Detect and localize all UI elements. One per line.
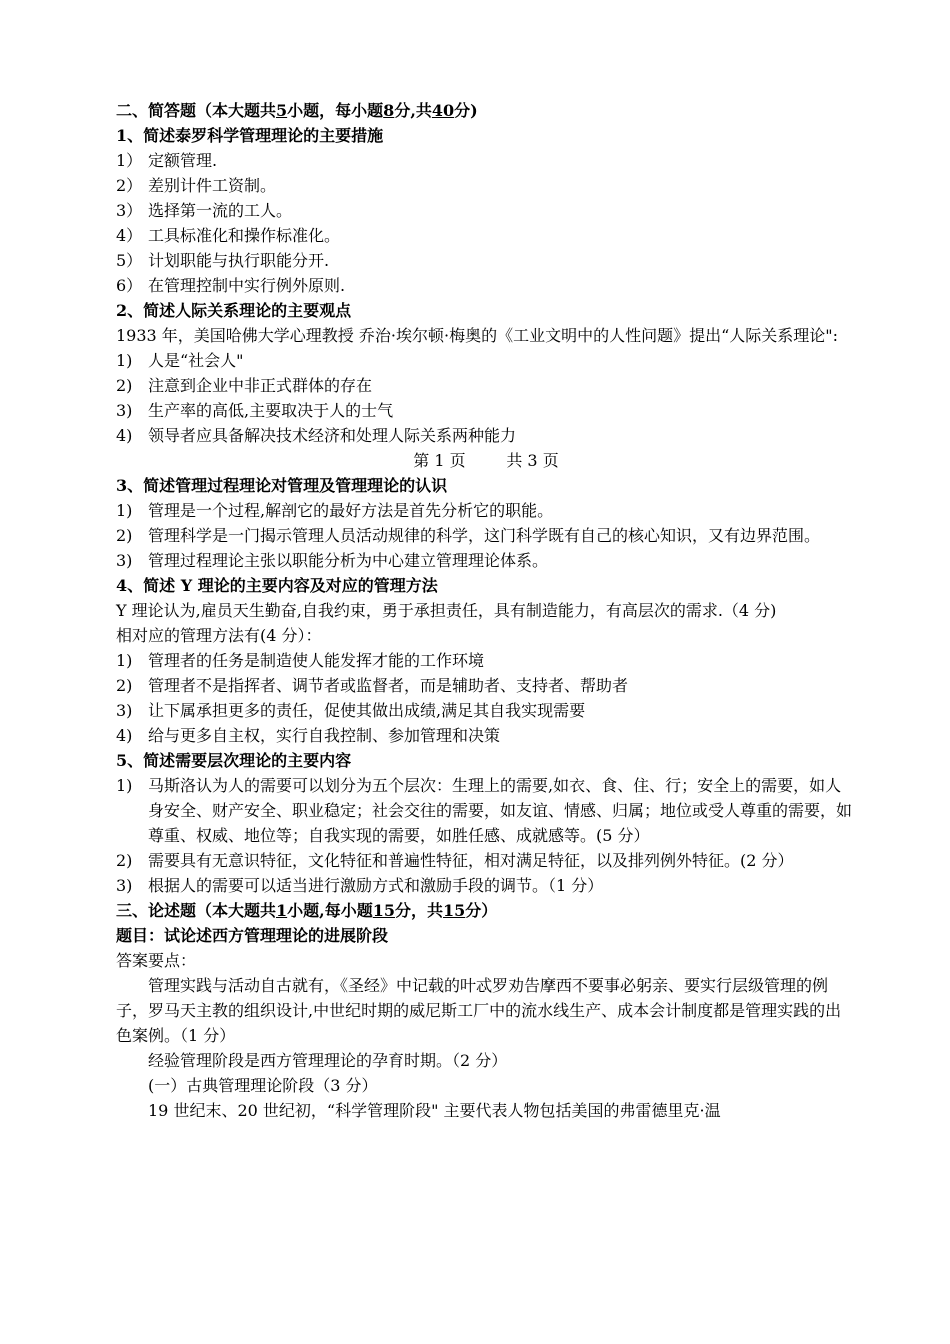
- question-count: 1: [276, 901, 288, 920]
- list-item: 3) 让下属承担更多的责任，促使其做出成绩,满足其自我实现需要: [116, 701, 586, 720]
- question-4-title: 4、简述 Y 理论的主要内容及对应的管理方法: [116, 576, 438, 595]
- section-2-heading: 二、简答题（本大题共5小题，每小题8分,共40分): [116, 101, 478, 120]
- question-4-subheading: 相对应的管理方法有(4 分）：: [116, 626, 322, 645]
- list-item: 3) 生产率的高低,主要取决于人的士气: [116, 401, 394, 420]
- list-item: 2） 差别计件工资制。: [116, 176, 277, 195]
- answer-label: 答案要点：: [116, 951, 197, 970]
- list-item: 2) 需要具有无意识特征，文化特征和普遍性特征，相对满足特征，以及排列例外特征。(2 分）: [116, 851, 794, 870]
- list-item: 4） 工具标准化和操作标准化。: [116, 226, 341, 245]
- document-page: [116, 98, 856, 1123]
- question-3-title: 3、简述管理过程理论对管理及管理理论的认识: [116, 476, 448, 495]
- list-item: 1） 定额管理.: [116, 151, 218, 170]
- points-per-question: 8: [383, 101, 395, 120]
- list-item: 3) 根据人的需要可以适当进行激励方式和激励手段的调节。（1 分）: [116, 876, 604, 895]
- list-item: 1) 马斯洛认为人的需要可以划分为五个层次：生理上的需要,如衣、食、住、行；安全上的需要，如人身安全、财产安全、职业稳定；社会交往的需要，如友谊、情感、归属；地位或受人尊重的需要，如尊重、权威、地位等；自我实现的需要，如胜任感、成就感等。(5 分）: [116, 776, 853, 845]
- total-points: 40: [431, 101, 455, 120]
- list-item: 1) 人是“社会人": [116, 351, 244, 370]
- section-3-heading: 三、论述题（本大题共1小题,每小题15分，共15分）: [116, 901, 498, 920]
- answer-paragraph: 管理实践与活动自古就有，《圣经》中记载的叶忒罗劝告摩西不要事必躬亲、要实行层级管理的例子，罗马天主教的组织设计,中世纪时期的威尼斯工厂中的流水线生产、成本会计制度都是管理实践的出色案例。（1 分）: [116, 976, 842, 1045]
- points-per-question: 15: [372, 901, 395, 920]
- question-4-intro: Y 理论认为,雇员天生勤奋,自我约束，勇于承担责任，具有制造能力，有高层次的需求.（4 分): [116, 601, 777, 620]
- list-item: 1) 管理者的任务是制造使人能发挥才能的工作环境: [116, 651, 485, 670]
- question-5-title: 5、简述需要层次理论的主要内容: [116, 751, 352, 770]
- answer-paragraph: 经验管理阶段是西方管理理论的孕育时期。（2 分）: [148, 1051, 508, 1070]
- question-2-title: 2、简述人际关系理论的主要观点: [116, 301, 352, 320]
- total-points: 15: [443, 901, 466, 920]
- list-item: 3) 管理过程理论主张以职能分析为中心建立管理理论体系。: [116, 551, 549, 570]
- list-item: 6） 在管理控制中实行例外原则.: [116, 276, 346, 295]
- list-item: 1) 管理是一个过程,解剖它的最好方法是首先分析它的职能。: [116, 501, 554, 520]
- list-item: 5） 计划职能与执行职能分开.: [116, 251, 330, 270]
- list-item: 2) 管理科学是一门揭示管理人员活动规律的科学，这门科学既有自己的核心知识，又有边界范围。: [116, 526, 821, 545]
- essay-topic: 题目：试论述西方管理理论的进展阶段: [116, 926, 389, 945]
- list-item: 2) 注意到企业中非正式群体的存在: [116, 376, 373, 395]
- list-item: 4) 给与更多自主权，实行自我控制、参加管理和决策: [116, 726, 501, 745]
- list-item: 4) 领导者应具备解决技术经济和处理人际关系两种能力: [116, 426, 517, 445]
- question-1-title: 1、简述泰罗科学管理理论的主要措施: [116, 126, 384, 145]
- answer-paragraph: 19 世纪末、20 世纪初，“科学管理阶段" 主要代表人物包括美国的弗雷德里克·温: [148, 1101, 721, 1120]
- page-number: 第 1 页 共 3 页: [413, 451, 559, 470]
- list-item: 3） 选择第一流的工人。: [116, 201, 293, 220]
- list-item: 2) 管理者不是指挥者、调节者或监督者，而是辅助者、支持者、帮助者: [116, 676, 629, 695]
- answer-paragraph: (一）古典管理理论阶段（3 分）: [148, 1076, 378, 1095]
- question-count: 5: [276, 101, 288, 120]
- question-2-intro: 1933 年，美国哈佛大学心理教授 乔治·埃尔顿·梅奥的《工业文明中的人性问题》提出“人际关系理论":: [116, 326, 838, 345]
